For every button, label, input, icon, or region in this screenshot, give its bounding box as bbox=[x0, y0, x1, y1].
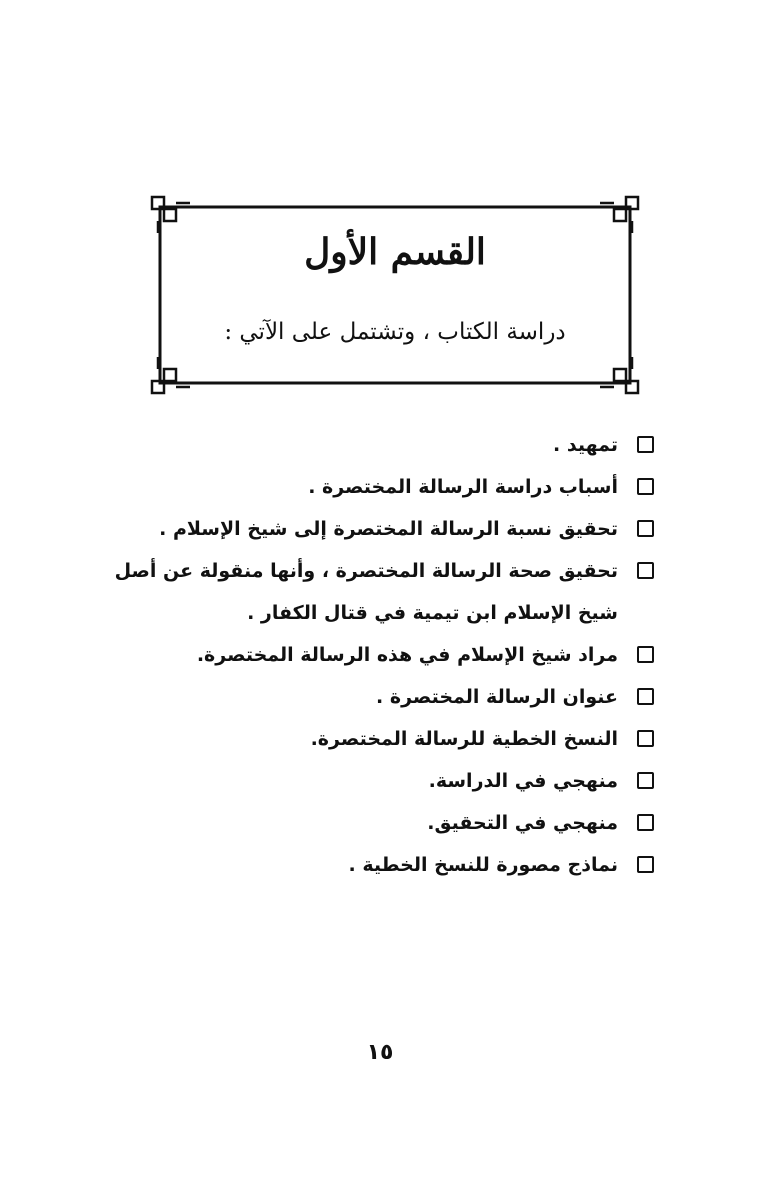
list-item bbox=[100, 844, 660, 886]
checkbox-icon bbox=[637, 814, 654, 831]
checkbox-icon bbox=[637, 478, 654, 495]
list-item-text: أسباب دراسة الرسالة المختصرة . bbox=[308, 476, 618, 498]
checkbox-icon bbox=[637, 646, 654, 663]
checkbox-icon bbox=[637, 436, 654, 453]
page-number: ١٥ bbox=[366, 1040, 394, 1065]
list-item bbox=[100, 718, 660, 760]
list-item-text: النسخ الخطية للرسالة المختصرة. bbox=[310, 728, 618, 750]
checkbox-icon bbox=[637, 856, 654, 873]
section-subtitle: دراسة الكتاب ، وتشتمل على الآتي : bbox=[224, 319, 566, 345]
section-title-frame bbox=[150, 193, 640, 397]
list-item bbox=[100, 508, 660, 550]
checkbox-icon bbox=[637, 688, 654, 705]
list-item-text: نماذج مصورة للنسخ الخطية . bbox=[348, 854, 618, 876]
ornamental-border bbox=[150, 193, 640, 397]
corner-ornament-top-left bbox=[152, 197, 190, 233]
checkbox-icon bbox=[637, 562, 654, 579]
list-item bbox=[100, 550, 660, 634]
list-item-text: منهجي في الدراسة. bbox=[428, 770, 618, 792]
list-item bbox=[100, 760, 660, 802]
list-item bbox=[100, 802, 660, 844]
corner-ornament-bottom-right bbox=[600, 357, 638, 393]
list-item-text: عنوان الرسالة المختصرة . bbox=[376, 686, 618, 708]
list-item-text: تمهيد . bbox=[553, 434, 618, 456]
corner-ornament-bottom-left bbox=[152, 357, 190, 393]
section-title: القسم الأول bbox=[304, 231, 486, 273]
checkbox-icon bbox=[637, 520, 654, 537]
checkbox-icon bbox=[637, 730, 654, 747]
checkbox-icon bbox=[637, 772, 654, 789]
list-item bbox=[100, 676, 660, 718]
list-item-text: مراد شيخ الإسلام في هذه الرسالة المختصرة. bbox=[196, 644, 618, 666]
list-item bbox=[100, 466, 660, 508]
corner-ornament-top-right bbox=[600, 197, 638, 233]
list-item-text: منهجي في التحقيق. bbox=[427, 812, 618, 834]
list-item-text: تحقيق نسبة الرسالة المختصرة إلى شيخ الإسلام . bbox=[159, 518, 618, 540]
list-item bbox=[100, 634, 660, 676]
contents-list bbox=[100, 424, 660, 886]
list-item-text: تحقيق صحة الرسالة المختصرة ، وأنها منقولة عن أصل شيخ الإسلام ابن تيمية في قتال الكفار . bbox=[114, 560, 618, 624]
list-item bbox=[100, 424, 660, 466]
